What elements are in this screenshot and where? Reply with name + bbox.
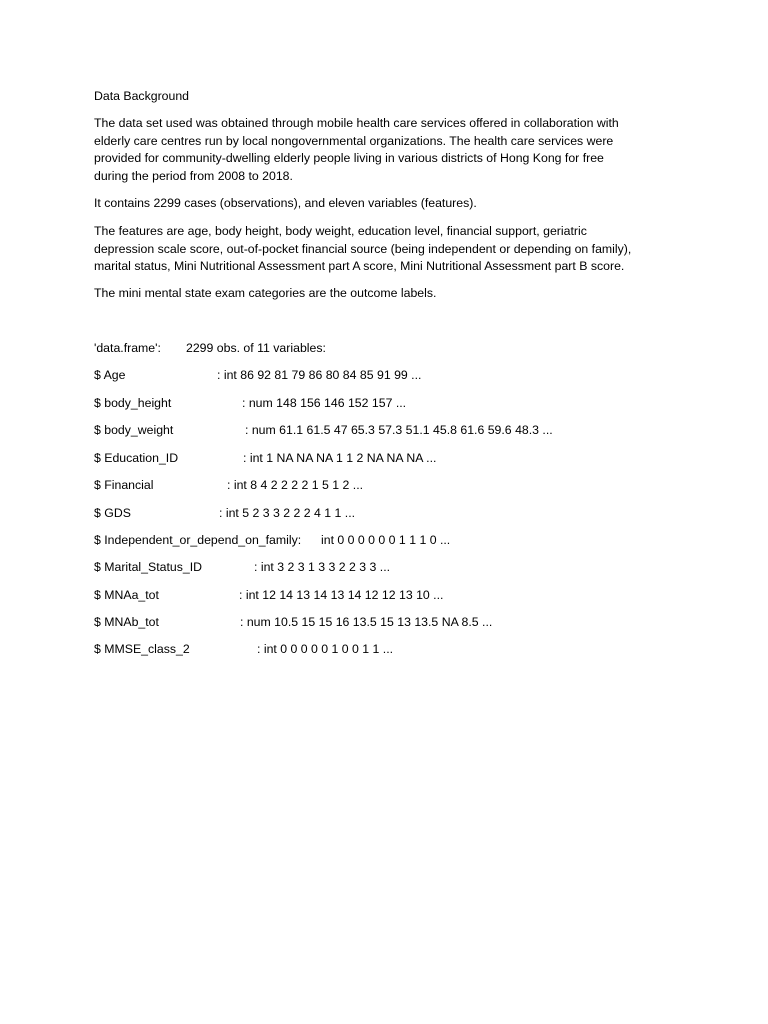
variable-value: : int 5 2 3 3 2 2 2 4 1 1 ... — [219, 506, 356, 520]
text-line: marital status, Mini Nutritional Assessment part A score, Mini Nutritional Assessment part B score. — [94, 259, 625, 273]
variable-name: $ MNAb_tot — [94, 615, 159, 629]
variable-value: : int 12 14 13 14 13 14 12 12 13 10 ... — [239, 588, 444, 602]
variable-name: $ MMSE_class_2 — [94, 642, 190, 656]
dataframe-dimensions: 2299 obs. of 11 variables: — [186, 341, 326, 355]
text-line: depression scale score, out-of-pocket financial source (being independent or depending on family), — [94, 241, 632, 256]
variable-name: $ MNAa_tot — [94, 588, 159, 602]
text-line: during the period from 2008 to 2018. — [94, 168, 293, 183]
paragraph-features — [94, 223, 631, 276]
variable-name: $ Independent_or_depend_on_family: — [94, 533, 302, 547]
variable-value: int 0 0 0 0 0 0 1 1 1 0 ... — [321, 533, 451, 547]
paragraph-cases: It contains 2299 cases (observations), and eleven variables (features). — [94, 196, 477, 210]
variable-value: : num 148 156 146 152 157 ... — [242, 396, 407, 410]
dataframe-summary — [94, 340, 326, 358]
variable-name: $ GDS — [94, 506, 131, 520]
variable-name: $ body_height — [94, 396, 172, 410]
section-heading: Data Background — [94, 89, 190, 103]
text-line: provided for community-dwelling elderly people living in various districts of Hong Kong for free — [94, 151, 604, 165]
paragraph-outcome: The mini mental state exam categories are the outcome labels. — [94, 286, 437, 300]
variable-value: : int 1 NA NA NA 1 1 2 NA NA NA ... — [243, 451, 437, 465]
variable-name: $ Age — [94, 368, 126, 382]
variable-value: : num 10.5 15 15 16 13.5 15 13 13.5 NA 8.5 ... — [240, 615, 493, 629]
variable-value: : int 0 0 0 0 0 1 0 0 1 1 ... — [257, 642, 394, 656]
variable-name: $ Education_ID — [94, 451, 179, 465]
text-line: The features are age, body height, body weight, education level, financial support, geriatric — [94, 224, 587, 238]
paragraph-data-source — [94, 115, 619, 185]
variable-name: $ body_weight — [94, 423, 174, 437]
variable-name: $ Financial — [94, 478, 154, 492]
variable-value: : int 3 2 3 1 3 3 2 2 3 3 ... — [254, 560, 391, 574]
text-line: elderly care centres run by local nongovernmental organizations. The health care services were — [94, 133, 614, 148]
variable-value: : num 61.1 61.5 47 65.3 57.3 51.1 45.8 61.6 59.6 48.3 ... — [245, 423, 553, 437]
text-line: The data set used was obtained through mobile health care services offered in collaboration with — [94, 116, 619, 130]
variable-name: $ Marital_Status_ID — [94, 560, 202, 574]
dataframe-label: 'data.frame': — [94, 341, 161, 355]
variable-value: : int 8 4 2 2 2 2 1 5 1 2 ... — [227, 478, 364, 492]
variable-value: : int 86 92 81 79 86 80 84 85 91 99 ... — [217, 368, 422, 382]
